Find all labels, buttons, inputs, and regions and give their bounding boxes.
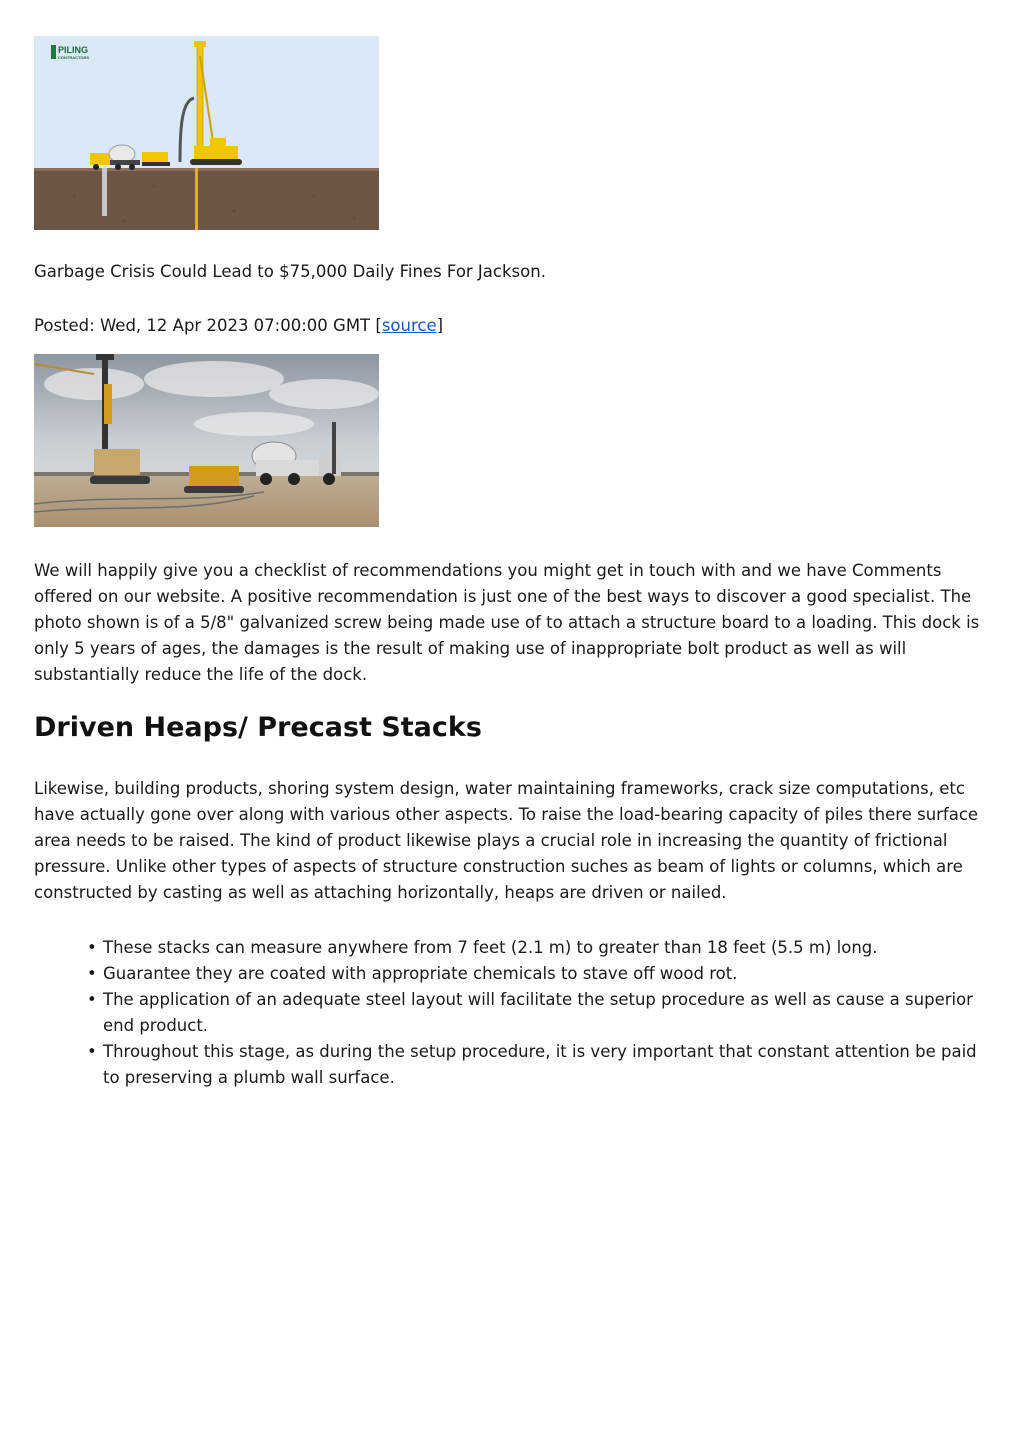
list-item: • These stacks can measure anywhere from 7 feet (2.1 m) to greater than 18 feet (5.5 m) long. xyxy=(103,935,990,961)
posted-date: Posted: Wed, 12 Apr 2023 07:00:00 GMT [ xyxy=(34,316,382,335)
article-page xyxy=(34,36,990,1091)
section-heading: Driven Heaps/ Precast Stacks xyxy=(34,712,482,743)
construction-site-photo xyxy=(34,354,379,527)
list-item: • The application of an adequate steel layout will facilitate the setup procedure as well as cause a superior end product. xyxy=(103,987,990,1039)
list-item: • Throughout this stage, as during the setup procedure, it is very important that constant attention be paid to preserving a plumb wall surface. xyxy=(103,1039,990,1091)
list-item: • Guarantee they are coated with appropriate chemicals to stave off wood rot. xyxy=(103,961,990,987)
body-paragraph-2: Likewise, building products, shoring system design, water maintaining frameworks, crack size computations, etc have actually gone over along with various other aspects. To raise the load-bearing capacity of piles there surface area needs to be raised. The kind of product likewise plays a crucial role in increasing the quantity of frictional pressure. Unlike other types of aspects of structure construction suches as beam of lights or columns, which are constructed by casting as well as attaching horizontally, heaps are driven or nailed. xyxy=(34,779,979,902)
bullet-list xyxy=(34,935,990,1091)
source-link[interactable]: source xyxy=(381,316,437,335)
posted-line xyxy=(34,314,990,338)
posted-suffix: ] xyxy=(436,316,444,335)
logo-text: PILING xyxy=(58,45,89,55)
body-paragraph-1: We will happily give you a checklist of recommendations you might get in touch with and we have Comments offered on our website. A positive recommendation is just one of the best ways to discover a good specialist. The photo shown is of a 5/8" galvanized screw being made use of to attach a structure board to a loading. This dock is only 5 years of ages, the damages is the result of making use of inappropriate bolt product as well as will substantially reduce the life of the dock. xyxy=(34,561,980,684)
piling-illustration-image xyxy=(34,36,379,230)
article-headline: Garbage Crisis Could Lead to $75,000 Daily Fines For Jackson. xyxy=(34,262,546,281)
logo-subtext: CONTRACTORS xyxy=(58,55,90,60)
